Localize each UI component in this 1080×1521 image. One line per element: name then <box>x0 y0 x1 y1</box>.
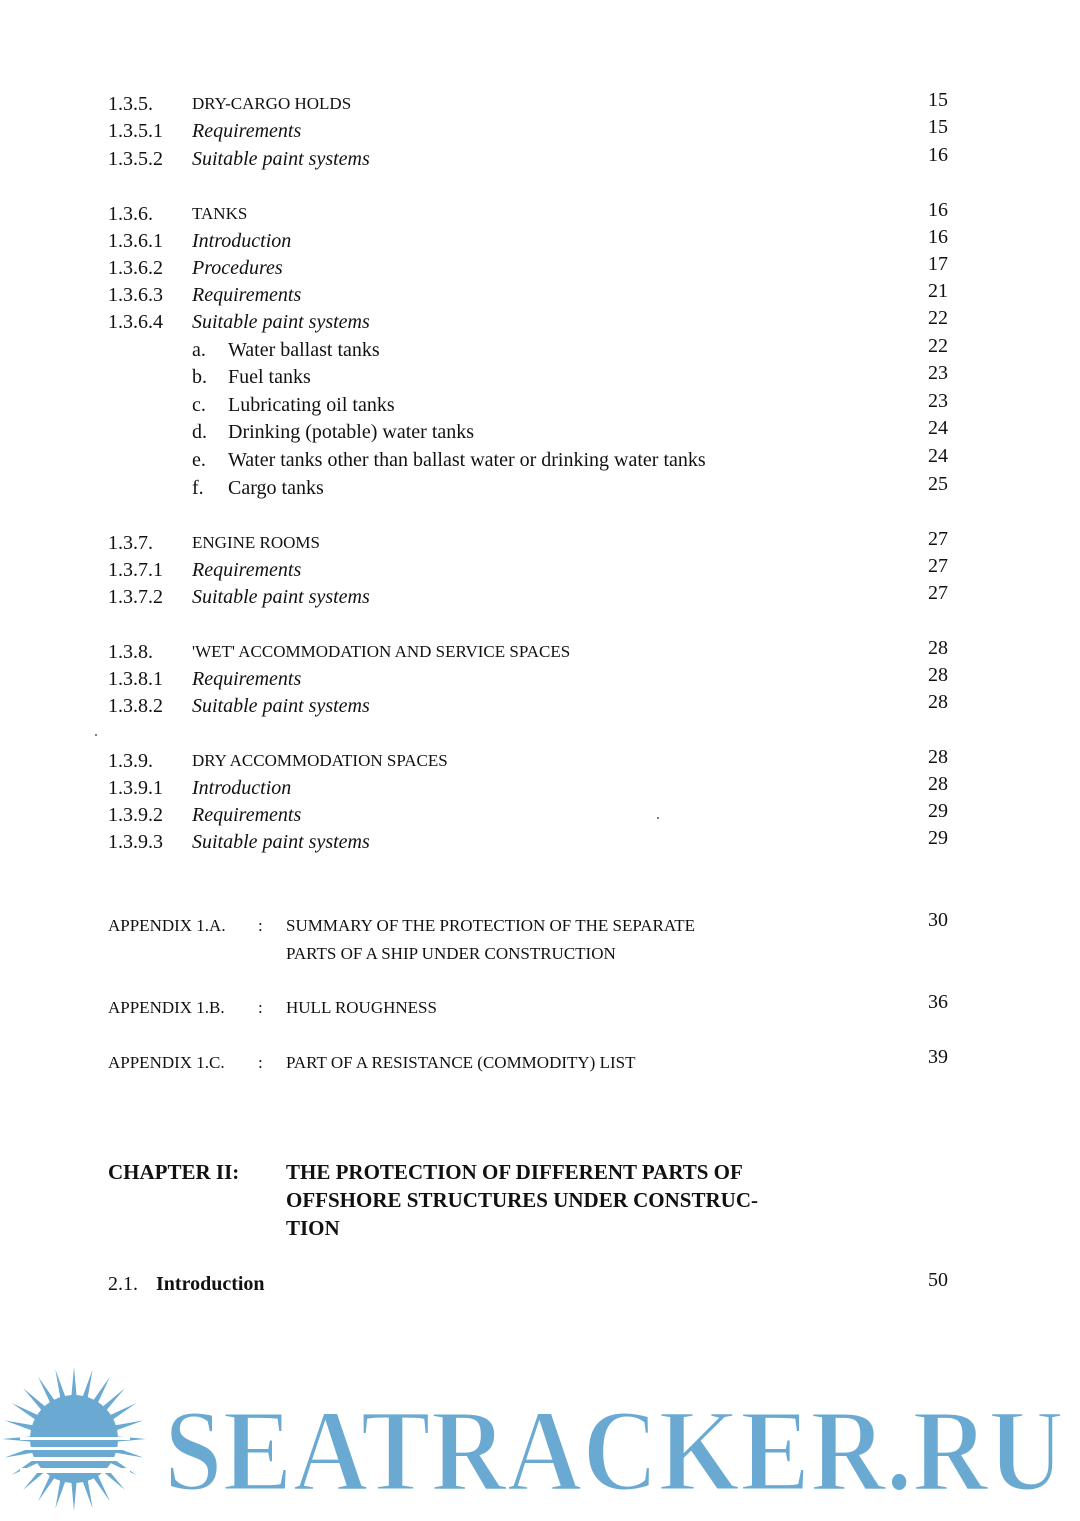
item-number: 1.3.7.2 <box>108 586 163 608</box>
appendix-title-line: HULL ROUGHNESS <box>286 998 437 1017</box>
item-number: 1.3.6.3 <box>108 284 163 306</box>
item-number: 1.3.9.3 <box>108 831 163 853</box>
appendix-title <box>286 912 806 968</box>
page-number: 24 <box>928 417 948 439</box>
item-number: 1.3.9.1 <box>108 777 163 799</box>
item-title: Suitable paint systems <box>192 831 370 853</box>
subitem-title: Cargo tanks <box>228 477 324 499</box>
subitem-letter: d. <box>192 421 207 443</box>
page-number: 16 <box>928 144 948 166</box>
subitem-letter: b. <box>192 366 207 388</box>
item-title: Requirements <box>192 804 302 826</box>
toc-subitem-row[interactable] <box>108 418 948 446</box>
item-number: 1.3.5.1 <box>108 120 163 142</box>
chapter-title-line: THE PROTECTION OF DIFFERENT PARTS OF <box>286 1160 743 1184</box>
toc-section-row[interactable] <box>108 200 948 228</box>
page-number: 28 <box>928 637 948 659</box>
item-number: 1.3.8.1 <box>108 668 163 690</box>
sun-ray <box>71 1479 77 1511</box>
item-number: 2.1. <box>108 1273 138 1295</box>
item-title: Requirements <box>192 559 302 581</box>
chapter-title-line: OFFSHORE STRUCTURES UNDER CONSTRUC- <box>286 1188 758 1212</box>
appendix-title-line: PARTS OF A SHIP UNDER CONSTRUCTION <box>286 944 616 963</box>
section-title: DRY ACCOMMODATION SPACES <box>192 751 448 770</box>
page-number: 39 <box>928 1046 948 1068</box>
toc-section-row[interactable] <box>108 747 948 775</box>
toc-section-row[interactable] <box>108 90 948 118</box>
subitem-letter: c. <box>192 394 206 416</box>
page-number: 50 <box>928 1269 948 1291</box>
page-number: 25 <box>928 473 948 495</box>
toc-section-row[interactable] <box>108 638 948 666</box>
section-title: TANKS <box>192 204 248 223</box>
page-number: 28 <box>928 691 948 713</box>
chapter-label: CHAPTER II: <box>108 1160 240 1184</box>
toc-item-row[interactable] <box>108 117 948 145</box>
item-title: Requirements <box>192 120 302 142</box>
item-title: Introduction <box>156 1273 265 1295</box>
item-number: 1.3.6.1 <box>108 230 163 252</box>
toc-item-row[interactable] <box>108 774 948 802</box>
page-number: 22 <box>928 307 948 329</box>
page-number: 16 <box>928 226 948 248</box>
page-number: 29 <box>928 800 948 822</box>
toc-item-row[interactable] <box>108 828 948 856</box>
appendix-title <box>286 1049 806 1077</box>
appendix-title-line: SUMMARY OF THE PROTECTION OF THE SEPARATE <box>286 916 696 935</box>
appendix-label: APPENDIX 1.A. <box>108 916 226 935</box>
item-number: 1.3.6.4 <box>108 311 163 333</box>
page-number: 24 <box>928 445 948 467</box>
toc-subitem-row[interactable] <box>108 474 948 502</box>
scan-speck <box>95 734 97 736</box>
item-title: Requirements <box>192 284 302 306</box>
appendix-colon: : <box>258 998 263 1017</box>
chapter-title <box>286 1158 826 1242</box>
appendix-row[interactable] <box>108 1046 948 1077</box>
toc-item-row[interactable] <box>108 801 948 829</box>
subitem-letter: a. <box>192 339 206 361</box>
page-number: 23 <box>928 390 948 412</box>
toc-item-row[interactable] <box>108 254 948 282</box>
toc-item-row[interactable] <box>108 665 948 693</box>
appendix-label: APPENDIX 1.C. <box>108 1053 225 1072</box>
item-title: Introduction <box>192 230 292 252</box>
appendix-label: APPENDIX 1.B. <box>108 998 225 1017</box>
watermark-text: SEATRACKER.RU <box>164 1385 1064 1516</box>
page-number: 28 <box>928 746 948 768</box>
toc-item-row[interactable] <box>108 227 948 255</box>
item-number: 1.3.8.2 <box>108 695 163 717</box>
toc-subitem-row[interactable] <box>108 391 948 419</box>
section-number: 1.3.9. <box>108 750 153 772</box>
page-number: 16 <box>928 199 948 221</box>
section-title: ENGINE ROOMS <box>192 533 320 552</box>
subitem-letter: f. <box>192 477 204 499</box>
subitem-title: Fuel tanks <box>228 366 311 388</box>
section-number: 1.3.5. <box>108 93 153 115</box>
item-title: Suitable paint systems <box>192 586 370 608</box>
toc-item-row[interactable] <box>108 692 948 720</box>
page-number: 21 <box>928 280 948 302</box>
toc-item-row[interactable] <box>108 583 948 611</box>
toc-subitem-row[interactable] <box>108 336 948 364</box>
item-number: 1.3.9.2 <box>108 804 163 826</box>
sun-icon <box>2 1367 146 1511</box>
chapter-title-line: TION <box>286 1216 340 1240</box>
page-number: 15 <box>928 89 948 111</box>
subitem-title: Water tanks other than ballast water or drinking water tanks <box>228 449 706 471</box>
appendix-title <box>286 994 806 1022</box>
page-number: 27 <box>928 555 948 577</box>
page-number: 22 <box>928 335 948 357</box>
item-title: Suitable paint systems <box>192 695 370 717</box>
toc-item-row[interactable] <box>108 281 948 309</box>
subitem-letter: e. <box>192 449 206 471</box>
page-number: 17 <box>928 253 948 275</box>
item-title: Requirements <box>192 668 302 690</box>
section-number: 1.3.8. <box>108 641 153 663</box>
item-number: 1.3.7.1 <box>108 559 163 581</box>
watermark-banner <box>0 1355 1080 1521</box>
subitem-title: Lubricating oil tanks <box>228 394 395 416</box>
page-number: 15 <box>928 116 948 138</box>
page-number: 28 <box>928 773 948 795</box>
toc-item-row[interactable] <box>108 145 948 173</box>
appendix-colon: : <box>258 1053 263 1072</box>
page-number: 27 <box>928 528 948 550</box>
toc-item-row[interactable] <box>108 308 948 336</box>
page-number: 28 <box>928 664 948 686</box>
page-number: 23 <box>928 362 948 384</box>
item-title: Suitable paint systems <box>192 311 370 333</box>
toc-subitem-row[interactable] <box>108 446 948 474</box>
toc-item-row[interactable] <box>108 556 948 584</box>
toc-subitem-row[interactable] <box>108 363 948 391</box>
item-number: 1.3.5.2 <box>108 148 163 170</box>
toc-intro-row[interactable] <box>108 1270 948 1298</box>
sun-ray <box>71 1367 77 1399</box>
page-number: 29 <box>928 827 948 849</box>
item-title: Procedures <box>192 257 283 279</box>
appendix-row[interactable] <box>108 909 948 968</box>
item-title: Introduction <box>192 777 292 799</box>
item-title: Suitable paint systems <box>192 148 370 170</box>
appendix-row[interactable] <box>108 991 948 1022</box>
subitem-title: Water ballast tanks <box>228 339 380 361</box>
page-number: 36 <box>928 991 948 1013</box>
item-number: 1.3.6.2 <box>108 257 163 279</box>
page-number: 27 <box>928 582 948 604</box>
section-number: 1.3.7. <box>108 532 153 554</box>
page-number: 30 <box>928 909 948 931</box>
subitem-title: Drinking (potable) water tanks <box>228 421 475 443</box>
appendix-colon: : <box>258 916 263 935</box>
toc-section-row[interactable] <box>108 529 948 557</box>
appendix-title-line: PART OF A RESISTANCE (COMMODITY) LIST <box>286 1053 636 1072</box>
section-title: 'WET' ACCOMMODATION AND SERVICE SPACES <box>192 642 571 661</box>
scan-speck <box>657 817 659 819</box>
section-title: DRY-CARGO HOLDS <box>192 94 352 113</box>
section-number: 1.3.6. <box>108 203 153 225</box>
